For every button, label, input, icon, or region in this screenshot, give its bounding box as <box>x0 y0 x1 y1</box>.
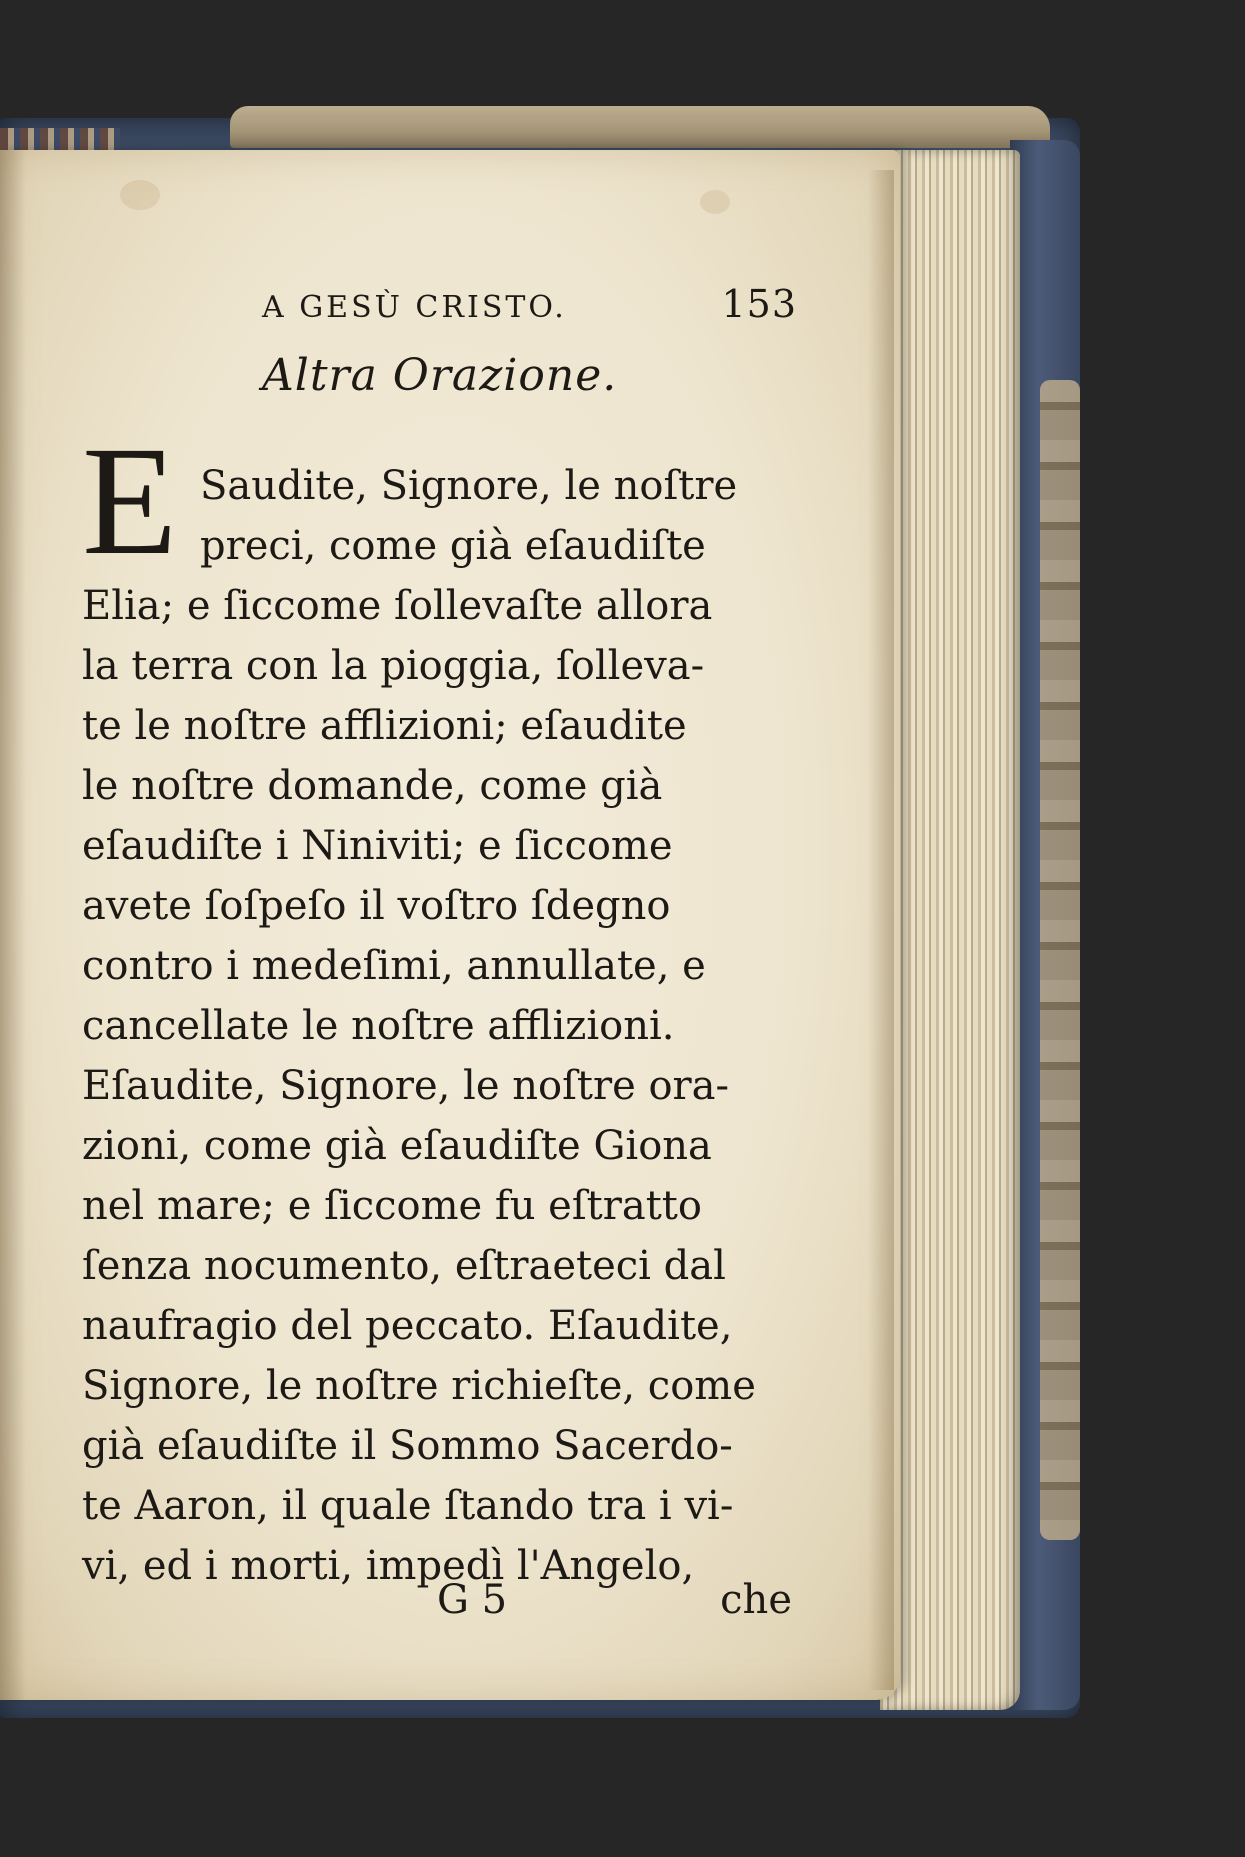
page-footer <box>82 1570 792 1630</box>
text-line: preci, come già eſaudiſte <box>200 523 706 569</box>
page-gutter-shadow <box>0 150 26 1700</box>
frayed-cover-edge <box>1040 380 1080 1540</box>
text-line: Elia; e ſiccome ſollevaſte allora <box>82 583 713 629</box>
paper-stain <box>120 180 160 210</box>
text-line: cancellate le noſtre afflizioni. <box>82 1003 675 1049</box>
page-block-edges <box>880 150 1020 1710</box>
text-line: nel mare; e ſiccome fu eſtratto <box>82 1183 702 1229</box>
text-line: avete ſoſpeſo il voſtro ſdegno <box>82 883 671 929</box>
text-line: la terra con la pioggia, ſolleva- <box>82 643 705 689</box>
text-line: zioni, come già eſaudiſte Giona <box>82 1123 712 1169</box>
running-title: A GESÙ CRISTO. <box>262 290 567 325</box>
text-line: ſenza nocumento, eſtraeteci dal <box>82 1243 726 1289</box>
running-head <box>262 282 797 326</box>
paper-stain <box>700 190 730 214</box>
text-line: già eſaudiſte il Sommo Sacerdo- <box>82 1423 733 1469</box>
text-line: eſaudiſte i Niniviti; e ſiccome <box>82 823 673 869</box>
text-line: te Aaron, il quale ſtando tra i vi- <box>82 1483 734 1529</box>
signature-mark: G 5 <box>437 1577 508 1623</box>
text-line: naufragio del peccato. Eſaudite, <box>82 1303 733 1349</box>
drop-cap: E <box>82 414 178 587</box>
section-title: Altra Orazione. <box>262 350 618 401</box>
text-line: contro i medeſimi, annullate, e <box>82 943 706 989</box>
torn-spine-top <box>230 106 1050 148</box>
text-line: te le noſtre afflizioni; eſaudite <box>82 703 687 749</box>
text-line: le noſtre domande, come già <box>82 763 663 809</box>
text-line: Signore, le noſtre richieſte, come <box>82 1363 756 1409</box>
text-line: Saudite, Signore, le noſtre <box>200 463 738 509</box>
text-line: Eſaudite, Signore, le noſtre ora- <box>82 1063 730 1109</box>
text-line: vi, ed i morti, impedì l'Angelo, <box>82 1543 695 1589</box>
page-edge-shadow <box>868 170 894 1690</box>
catchword: che <box>720 1577 792 1623</box>
page-number: 153 <box>721 282 797 326</box>
